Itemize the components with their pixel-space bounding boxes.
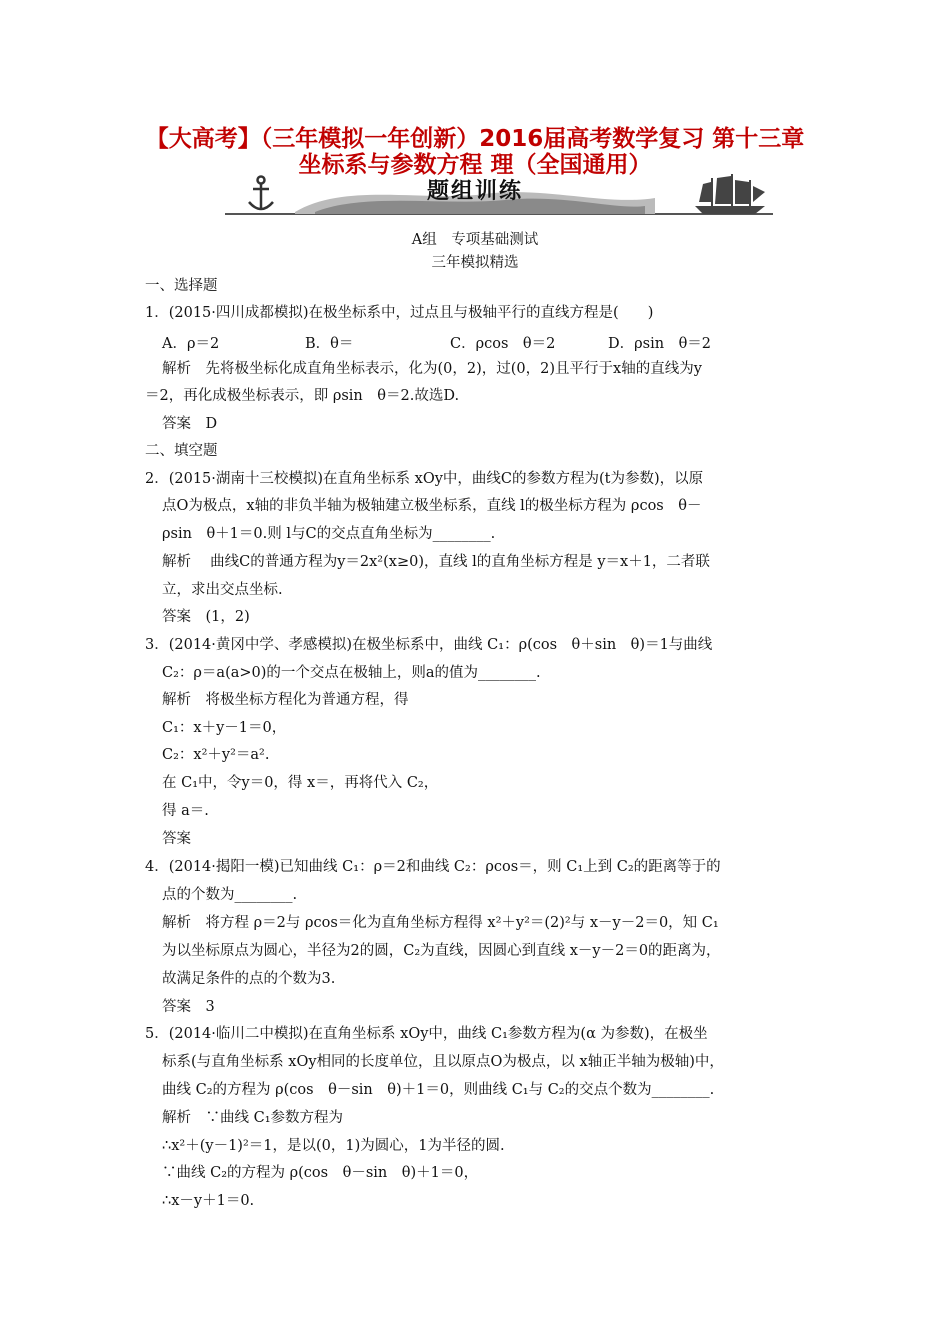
q1-analysis-line2: ＝2，再化成极坐标表示，即 ρsin θ＝2.故选D. bbox=[145, 388, 460, 404]
q2-analysis-line1: 解析 曲线C的普通方程为y＝2x²(x≥0)，直线 l的直角坐标方程是 y＝x＋1，二者联 bbox=[162, 554, 710, 570]
banner-title: 题组训练 bbox=[426, 179, 523, 204]
q3-analysis-line3: C₂：x²＋y²＝a². bbox=[162, 747, 270, 763]
q1-option-d: D．ρsin θ＝2 bbox=[608, 336, 712, 352]
q2-stem-line3: ρsin θ＋1＝0.则 l与C的交点直角坐标为________. bbox=[162, 526, 496, 542]
q5-analysis-line2: ∴x²＋(y－1)²＝1，是以(0，1)为圆心，1为半径的圆. bbox=[162, 1138, 505, 1154]
q3-analysis-line1: 解析 将极坐标方程化为普通方程，得 bbox=[162, 692, 409, 708]
q2-stem-line2: 点O为极点，x轴的非负半轴为极轴建立极坐标系，直线 l的极坐标方程为 ρcos θ－ bbox=[162, 498, 702, 514]
q5-stem-line2: 标系(与直角坐标系 xOy相同的长度单位，且以原点O为极点，以 x轴正半轴为极轴)中， bbox=[162, 1054, 724, 1070]
q3-analysis-line2: C₁：x＋y－1＝0， bbox=[162, 720, 287, 736]
document-title-line1: 【大高考】（三年模拟一年创新）2016届高考数学复习 第十三章 bbox=[145, 126, 805, 152]
q2-analysis-line2: 立，求出交点坐标. bbox=[162, 582, 283, 598]
q1-analysis-line1: 解析 先将极坐标化成直角坐标表示，化为(0，2)，过(0，2)且平行于x轴的直线为y bbox=[162, 361, 702, 377]
section-fill-heading: 二、填空题 bbox=[145, 443, 218, 459]
q4-stem-line1: 4．(2014·揭阳一模)已知曲线 C₁：ρ＝2和曲线 C₂：ρcos＝，则 C₁上到 C₂的距离等于的 bbox=[145, 859, 721, 875]
q1-option-b: B．θ＝ bbox=[305, 336, 354, 352]
q3-analysis-line5: 得 a＝. bbox=[162, 803, 209, 819]
document-title-line2: 坐标系与参数方程 理（全国通用） bbox=[298, 152, 652, 178]
q3-analysis-line4: 在 C₁中，令y＝0，得 x＝，再将代入 C₂， bbox=[162, 775, 439, 791]
q4-answer: 答案 3 bbox=[162, 999, 215, 1015]
q1-stem: 1．(2015·四川成都模拟)在极坐标系中，过点且与极轴平行的直线方程是( ) bbox=[145, 305, 654, 321]
q5-analysis-line3: ∵曲线 C₂的方程为 ρ(cos θ－sin θ)＋1＝0， bbox=[162, 1165, 479, 1181]
q4-analysis-line3: 故满足条件的点的个数为3. bbox=[162, 971, 336, 987]
q5-stem-line3: 曲线 C₂的方程为 ρ(cos θ－sin θ)＋1＝0，则曲线 C₁与 C₂的交点个数为________. bbox=[162, 1082, 715, 1098]
q5-stem-line1: 5．(2014·临川二中模拟)在直角坐标系 xOy中，曲线 C₁参数方程为(α 为参数)，在极坐 bbox=[145, 1026, 708, 1042]
group-subheading: 三年模拟精选 bbox=[431, 255, 519, 271]
q5-analysis-line4: ∴x－y＋1＝0. bbox=[162, 1193, 255, 1209]
group-heading: A组 专项基础测试 bbox=[411, 232, 539, 248]
q4-stem-line2: 点的个数为________. bbox=[162, 887, 298, 903]
q3-answer: 答案 bbox=[162, 831, 191, 847]
q1-option-a: A．ρ＝2 bbox=[162, 336, 220, 352]
q4-analysis-line2: 为以坐标原点为圆心，半径为2的圆，C₂为直线，因圆心到直线 x－y－2＝0的距离为， bbox=[162, 943, 721, 959]
q4-analysis-line1: 解析 将方程 ρ＝2与 ρcos＝化为直角坐标方程得 x²＋y²＝(2)²与 x－y－2＝0，知 C₁ bbox=[162, 915, 719, 931]
q5-analysis-line1: 解析 ∵曲线 C₁参数方程为 bbox=[162, 1110, 344, 1126]
q1-option-c: C．ρcos θ＝2 bbox=[450, 336, 556, 352]
section-choice-heading: 一、选择题 bbox=[145, 278, 218, 294]
q3-stem-line2: C₂：ρ＝a(a>0)的一个交点在极轴上，则a的值为________. bbox=[162, 665, 541, 681]
q2-stem-line1: 2．(2015·湖南十三校模拟)在直角坐标系 xOy中，曲线C的参数方程为(t为参数)，以原 bbox=[145, 471, 704, 487]
q1-answer: 答案 D bbox=[162, 416, 218, 432]
q3-stem-line1: 3．(2014·黄冈中学、孝感模拟)在极坐标系中，曲线 C₁：ρ(cos θ＋sin θ)＝1与曲线 bbox=[145, 637, 713, 653]
q2-answer: 答案 (1，2) bbox=[162, 609, 250, 625]
